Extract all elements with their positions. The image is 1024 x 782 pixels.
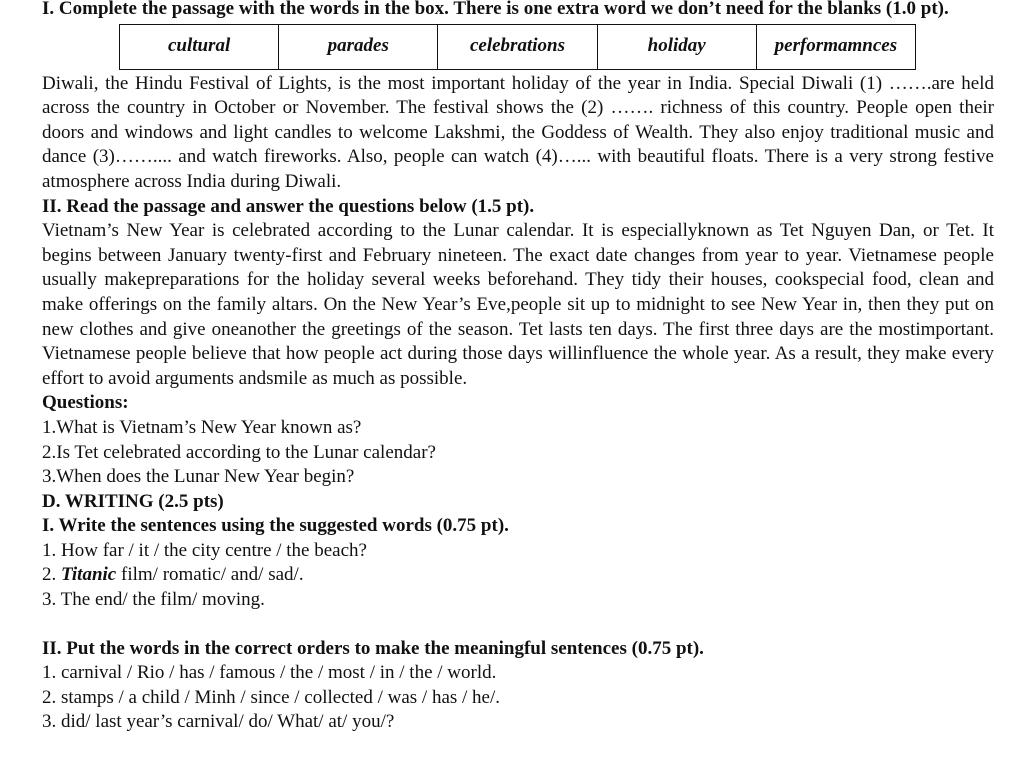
- word-box-cell: parades: [279, 24, 438, 69]
- writing-item: 1. How far / it / the city centre / the beach?: [42, 539, 367, 561]
- reorder-item: 1. carnival / Rio / has / famous / the / most / in / the / world.: [42, 662, 497, 684]
- titanic-title: Titanic: [61, 564, 117, 586]
- writing-part1-heading: I. Write the sentences using the suggested words (0.75 pt).: [42, 515, 509, 537]
- word-box-cell: celebrations: [438, 24, 597, 69]
- diwali-passage: Diwali, the Hindu Festival of Lights, is the most important holiday of the year in India. Special Diwali (1) …….are held across the country in October or November. The festival shows the (2) ……. richness of this country. People open their doors and windows and light candles to welcome Lakshmi, the Goddess of Wealth. They also enjoy traditional music and dance (3)…….... and watch fireworks. Also, people can watch (4)…... with beautiful floats. There is a very strong festive atmosphere across India during Diwali.: [42, 72, 994, 192]
- tet-passage: Vietnam’s New Year is celebrated according to the Lunar calendar. It is especiallyknown as Tet Nguyen Dan, or Tet. It begins between January twenty-first and February nineteen. The exact date changes from year to year. Vietnamese people usually makepreparations for the holiday several weeks beforehand. They tidy their houses, cookspecial food, clean and make offerings on the family altars. On the New Year’s Eve,people sit up to midnight to see New Year in, then they put on new clothes and give oneanother the greetings of the season. Tet lasts ten days. The first three days are the mostimportant. Vietnamese people believe that how people act during those days willinfluence the whole year. As a result, they make every effort to avoid arguments andsmile as much as possible.: [42, 220, 994, 389]
- part2-heading: II. Read the passage and answer the questions below (1.5 pt).: [42, 195, 535, 217]
- reorder-item: 2. stamps / a child / Minh / since / collected / was / has / he/.: [42, 686, 501, 708]
- writing-item-rest: film/ romatic/ and/ sad/.: [116, 564, 304, 586]
- word-box-cell: holiday: [597, 24, 756, 69]
- writing-part2-heading: II. Put the words in the correct orders to make the meaningful sentences (0.75 pt).: [42, 637, 704, 659]
- word-box-row: [120, 24, 916, 69]
- word-box-cell: performamnces: [756, 24, 915, 69]
- question-item: 1.What is Vietnam’s New Year known as?: [42, 416, 362, 438]
- writing-item-prefix: 2.: [42, 564, 61, 586]
- part1-heading: I. Complete the passage with the words in the box. There is one extra word we don’t need for the blanks (1.0 pt).: [42, 0, 949, 19]
- question-item: 2.Is Tet celebrated according to the Lunar calendar?: [42, 441, 436, 463]
- question-item: 3.When does the Lunar New Year begin?: [42, 466, 355, 488]
- reorder-item: 3. did/ last year’s carnival/ do/ What/ at/ you/?: [42, 711, 395, 733]
- word-box-cell: cultural: [120, 24, 279, 69]
- writing-item: 3. The end/ the film/ moving.: [42, 589, 265, 611]
- writing-heading: D. WRITING (2.5 pts): [42, 490, 224, 512]
- questions-label: Questions:: [42, 392, 129, 414]
- word-box: [119, 24, 916, 70]
- spacer: [42, 613, 994, 637]
- writing-item: [42, 563, 994, 588]
